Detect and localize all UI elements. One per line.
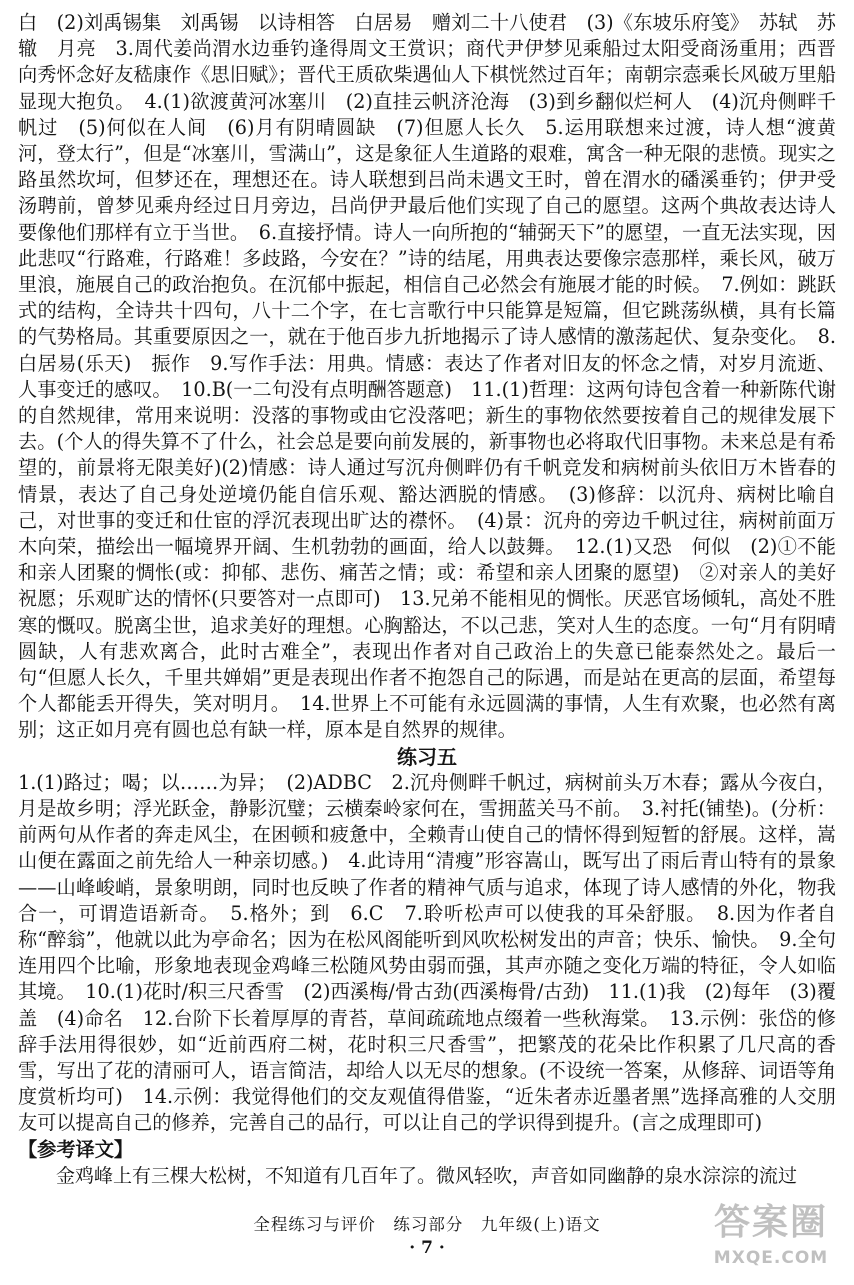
watermark-logo-icon: 答案圈	[713, 1202, 828, 1243]
site-watermark	[696, 1199, 846, 1279]
reference-translation-text: 金鸡峰上有三棵大松树，不知道有几百年了。微风轻吹，声音如同幽静的泉水淙淙的流过	[56, 1164, 798, 1187]
reference-translation-heading: 【参考译文】	[18, 1137, 134, 1161]
answer-page	[18, 10, 836, 1189]
answers-block-exercise-five: 1.(1)路过；喝；以……为异； (2)ADBC 2.沉舟侧畔千帆过，病树前头万木春；露从今夜白，月是故乡明；浮光跃金，静影沉璧；云横秦岭家何在，雪拥蓝关马不前。 3.衬托(铺垫)。(分析：前两句从作者的奔走风尘，在困顿和疲惫中，全赖青山使自己的情怀得到短暂的舒展。这样，嵩山便在露面之前先给人一种亲切感。) 4.此诗用“清瘦”形容嵩山，既写出了雨后青山特有的景象——山峰峻峭，景象明朗，同时也反映了作者的精神气质与追求，体现了诗人感情的外化，物我合一，可谓造语新奇。 5.格外；到 6.C 7.聆听松声可以使我的耳朵舒服。 8.因为作者自称“醉翁”，他就以此为亭命名；因为在松风阁能听到风吹松树发出的声音；快乐、愉快。 9.全句连用四个比喻，形象地表现金鸡峰三松随风势由弱而强，其声亦随之变化万端的特征，令人如临其境。 10.(1)花时/积三尺香雪 (2)西溪梅/骨古劲(西溪梅骨/古劲) 11.(1)我 (2)每年 (3)覆盖 (4)命名 12.台阶下长着厚厚的青苔，草间疏疏地点缀着一些秋海棠。 13.示例：张岱的修辞手法用得很妙，如“近前西府二树，花时积三尺香雪”，把繁茂的花朵比作积累了几尺高的香雪，写出了花的清丽可人，语言简洁，却给人以无尽的想象。(不设统一答案，从修辞、词语等角度赏析均可) 14.示例：我觉得他们的交友观值得借鉴，“近朱者赤近墨者黑”选择高雅的人交朋友可以提高自己的修养，完善自己的品行，可以让自己的学识得到提升。(言之成理即可)	[18, 770, 836, 1135]
watermark-url: MXQE.COM	[713, 1248, 829, 1268]
page-footer: 全程练习与评价 练习部分 九年级(上)语文	[253, 1215, 601, 1234]
section-title: 练习五	[397, 744, 457, 769]
answers-block-first: 白 (2)刘禹锡集 刘禹锡 以诗相答 白居易 赠刘二十八使君 (3)《东坡乐府笺》 苏轼 苏辙 月亮 3.周代姜尚渭水边垂钓逢得周文王赏识；商代尹伊梦见乘船过太阳受商汤重用；西晋向秀怀念好友嵇康作《思旧赋》；晋代王质砍柴遇仙人下棋恍然过百年；南朝宗悫乘长风破万里船显现大抱负。 4.(1)欲渡黄河冰塞川 (2)直挂云帆济沧海 (3)到乡翻似烂柯人 (4)沉舟侧畔千帆过 (5)何似在人间 (6)月有阴晴圆缺 (7)但愿人长久 5.运用联想来过渡，诗人想“渡黄河，登太行”，但是“冰塞川，雪满山”，这是象征人生道路的艰难，寓含一种无限的悲愤。现实之路虽然坎坷，但梦还在，理想还在。诗人联想到吕尚未遇文王时，曾在渭水的磻溪垂钓；伊尹受汤聘前，曾梦见乘舟经过日月旁边，吕尚伊尹最后他们实现了自己的愿望。这两个典故表达诗人要像他们那样有立于当世。 6.直接抒情。诗人一向所抱的“辅弼天下”的愿望，一直无法实现，因此悲叹“行路难，行路难！多歧路，今安在？”诗的结尾，用典表达要像宗悫那样，乘长风，破万里浪，施展自己的政治抱负。在沉郁中振起，相信自己必然会有施展才能的时候。 7.例如：跳跃式的结构，全诗共十四句，八十二个字，在七言歌行中只能算是短篇，但它跳荡纵横，具有长篇的气势格局。其重要原因之一，就在于他百步九折地揭示了诗人感情的激荡起伏、复杂变化。 8.白居易(乐天) 振作 9.写作手法：用典。情感：表达了作者对旧友的怀念之情，对岁月流逝、人事变迁的感叹。 10.B(一二句没有点明酬答题意) 11.(1)哲理：这两句诗包含着一种新陈代谢的自然规律，常用来说明：没落的事物或由它没落吧；新生的事物依然要按着自己的规律发展下去。(个人的得失算不了什么，社会总是要向前发展的，新事物也必将取代旧事物。未来总是有希望的，前景将无限美好)(2)情感：诗人通过写沉舟侧畔仍有千帆竞发和病树前头依旧万木皆春的情景，表达了自己身处逆境仍能自信乐观、豁达洒脱的情感。 (3)修辞：以沉舟、病树比喻自己，对世事的变迁和仕宦的浮沉表现出旷达的襟怀。 (4)景：沉舟的旁边千帆过往，病树前面万木向荣，描绘出一幅境界开阔、生机勃勃的画面，给人以鼓舞。 12.(1)又恐 何似 (2)①不能和亲人团聚的惆怅(或：抑郁、悲伤、痛苦之情；或：希望和亲人团聚的愿望) ②对亲人的美好祝愿；乐观旷达的情怀(只要答对一点即可) 13.兄弟不能相见的惆怅。厌恶官场倾轧，高处不胜寒的慨叹。脱离尘世，追求美好的理想。心胸豁达，不以己悲，笑对人生的态度。一句“月有阴晴圆缺，人有悲欢离合，此时古难全”，表现出作者对自己政治上的失意已能泰然处之。最后一句“但愿人长久，千里共婵娟”更是表现出作者不抱怨自己的际遇，而是站在更高的层面，希望每个人都能丢开得失，笑对明月。 14.世界上不可能有永远圆满的事情，人生有欢聚，也必然有离别；这正如月亮有圆也总有缺一样，原本是自然界的规律。	[18, 11, 836, 742]
page-number: · 7 ·	[409, 1238, 445, 1258]
